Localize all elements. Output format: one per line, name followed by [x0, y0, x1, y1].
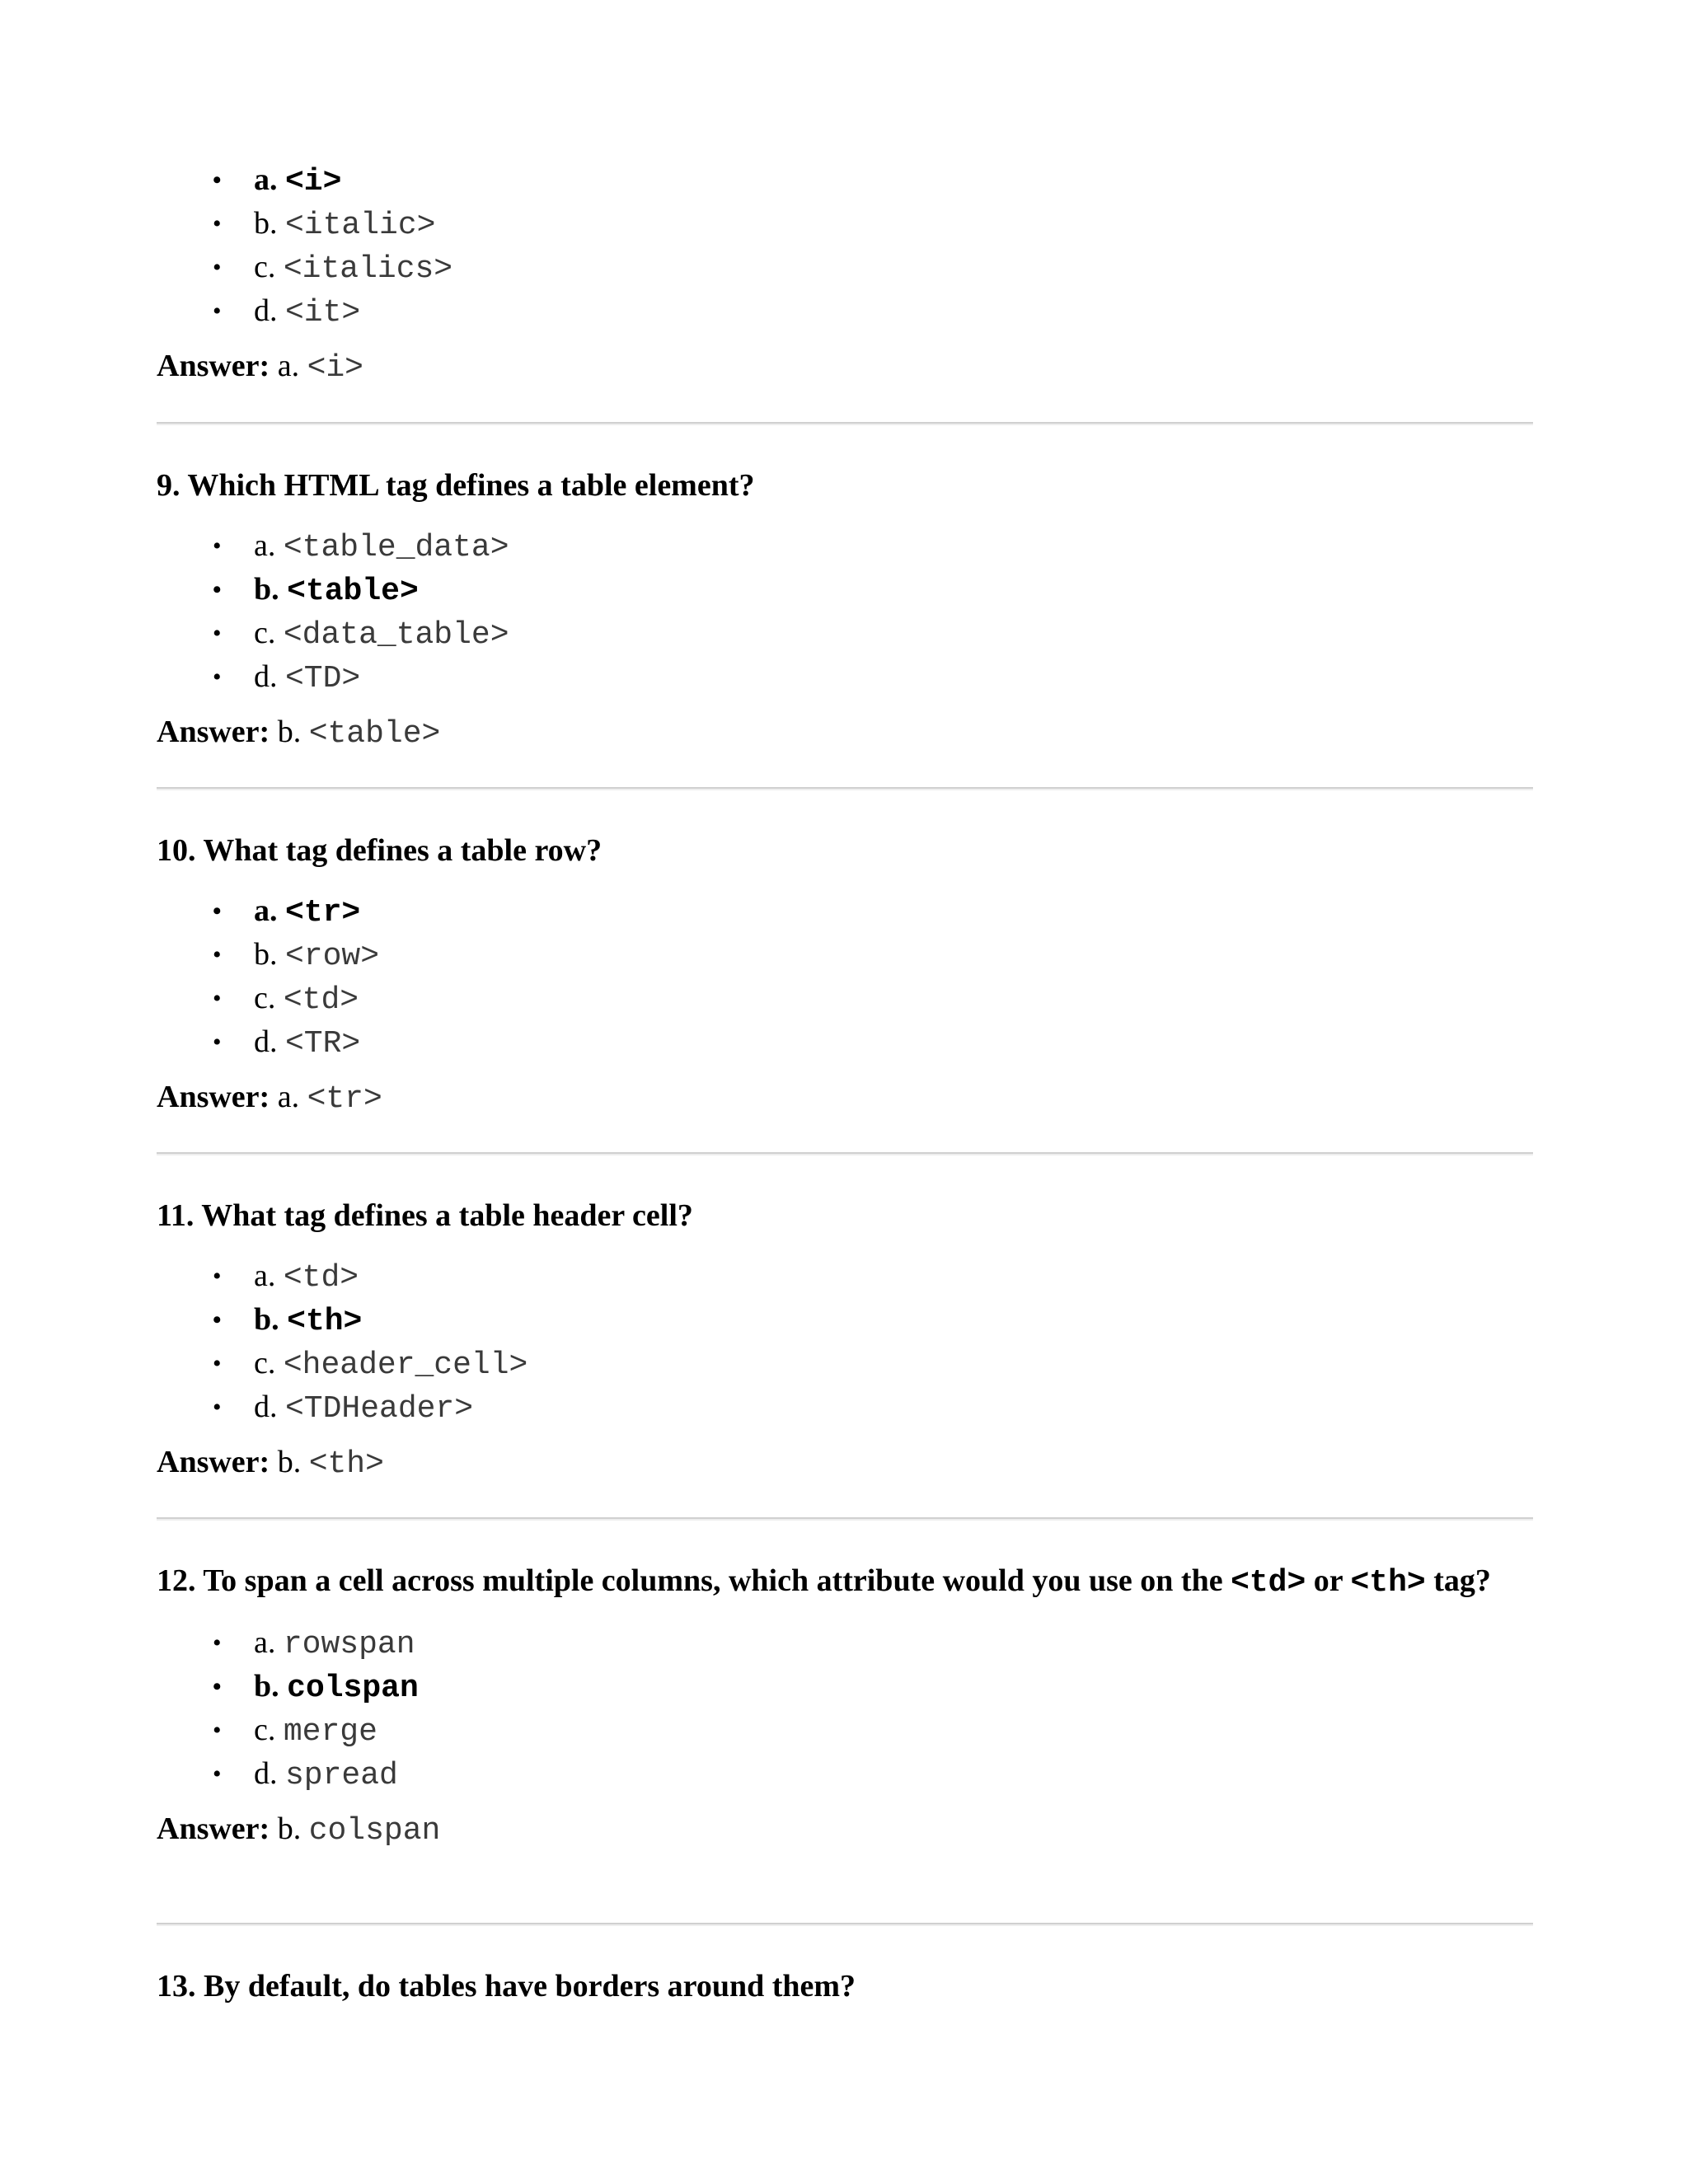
divider [157, 1923, 1533, 1926]
question-10-block [157, 831, 1533, 1119]
question-11-title: 11. What tag defines a table header cell? [157, 1198, 693, 1233]
option-item [157, 977, 1533, 1020]
bullet-icon: • [213, 210, 222, 237]
option-letter: a. [254, 528, 276, 563]
option-letter: c. [254, 1346, 276, 1380]
bullet-icon: • [213, 1760, 222, 1788]
option-item [157, 568, 1533, 612]
divider [157, 1152, 1533, 1155]
question-12-text-end: tag? [1425, 1563, 1491, 1598]
option-code: <th> [287, 1304, 363, 1339]
bullet-icon: • [213, 1717, 222, 1744]
question-10-title: 10. What tag defines a table row? [157, 833, 603, 868]
bullet-icon: • [213, 1029, 222, 1056]
question-8-answer [157, 344, 1533, 388]
question-12-block [157, 1561, 1533, 1851]
bullet-icon: • [213, 298, 222, 325]
bullet-icon: • [213, 1306, 222, 1333]
option-code: <td> [283, 1260, 359, 1296]
option-code: <italic> [285, 208, 436, 243]
option-code: merge [283, 1714, 377, 1750]
question-12-code-td: <td> [1231, 1565, 1306, 1601]
divider [157, 1517, 1533, 1521]
option-letter: c. [254, 981, 276, 1015]
answer-letter: a. [277, 349, 300, 383]
option-code: <TR> [285, 1026, 361, 1062]
option-letter: d. [254, 659, 278, 694]
option-letter: c. [254, 1713, 276, 1747]
option-code: <td> [283, 982, 359, 1018]
option-item [157, 1665, 1533, 1708]
question-13-block [157, 1966, 1533, 2007]
option-code: <TDHeader> [285, 1391, 474, 1427]
question-12-answer [157, 1807, 1533, 1851]
bullet-icon: • [213, 576, 222, 603]
option-item [157, 655, 1533, 699]
option-code: colspan [287, 1671, 419, 1706]
answer-label: Answer: [157, 349, 270, 383]
option-letter: b. [254, 206, 278, 241]
option-item [157, 1254, 1533, 1298]
option-code: <row> [285, 939, 380, 974]
option-code: <table_data> [283, 530, 509, 565]
answer-letter: a. [277, 1080, 300, 1114]
option-code: <TD> [285, 661, 361, 696]
answer-code: <th> [308, 1446, 384, 1482]
question-8-options [157, 158, 1533, 333]
option-letter: b. [254, 937, 278, 972]
answer-code: colspan [308, 1813, 441, 1849]
option-item [157, 1298, 1533, 1342]
bullet-icon: • [213, 985, 222, 1012]
bullet-icon: • [213, 1350, 222, 1377]
option-item [157, 524, 1533, 568]
option-item [157, 158, 1533, 202]
question-8-block [157, 158, 1533, 388]
answer-label: Answer: [157, 1080, 270, 1114]
option-letter: a. [254, 1625, 276, 1660]
bullet-icon: • [213, 663, 222, 691]
option-code: <i> [285, 164, 342, 199]
option-letter: a. [254, 893, 278, 928]
option-code: spread [285, 1758, 398, 1793]
answer-code: <tr> [307, 1081, 382, 1117]
answer-code: <table> [308, 716, 441, 752]
option-code: rowspan [283, 1627, 415, 1662]
question-9-block [157, 466, 1533, 754]
option-letter: b. [254, 1302, 279, 1337]
answer-label: Answer: [157, 1445, 270, 1479]
divider [157, 787, 1533, 790]
option-code: <tr> [285, 895, 361, 930]
question-11-block [157, 1196, 1533, 1484]
bullet-icon: • [213, 254, 222, 281]
question-9-options [157, 524, 1533, 699]
option-code: <header_cell> [283, 1347, 528, 1383]
answer-label: Answer: [157, 1811, 270, 1846]
answer-letter: b. [277, 1811, 302, 1846]
question-12-text-mid: or [1306, 1563, 1351, 1598]
question-11-answer [157, 1441, 1533, 1484]
option-letter: b. [254, 572, 279, 607]
option-item [157, 1708, 1533, 1752]
option-letter: b. [254, 1669, 279, 1704]
question-9-answer [157, 710, 1533, 754]
question-12-text: 12. To span a cell across multiple columns, which attribute would you use on the [157, 1563, 1231, 1598]
option-item [157, 1752, 1533, 1796]
option-item [157, 933, 1533, 977]
bullet-icon: • [213, 1673, 222, 1700]
option-item [157, 889, 1533, 933]
question-9-title: 9. Which HTML tag defines a table element? [157, 468, 755, 503]
option-letter: d. [254, 1756, 278, 1791]
question-12-options [157, 1621, 1533, 1796]
option-letter: d. [254, 293, 278, 328]
option-code: <data_table> [283, 617, 509, 653]
bullet-icon: • [213, 1629, 222, 1657]
answer-letter: b. [277, 1445, 302, 1479]
bullet-icon: • [213, 620, 222, 647]
question-12-title [157, 1561, 1533, 1603]
question-10-options [157, 889, 1533, 1064]
option-item [157, 1342, 1533, 1385]
option-item [157, 612, 1533, 655]
bullet-icon: • [213, 532, 222, 560]
option-item [157, 1020, 1533, 1064]
option-item [157, 246, 1533, 289]
answer-label: Answer: [157, 715, 270, 749]
bullet-icon: • [213, 166, 222, 194]
answer-letter: b. [277, 715, 302, 749]
option-code: <it> [285, 295, 361, 330]
option-code: <italics> [283, 251, 453, 287]
question-10-answer [157, 1076, 1533, 1119]
option-letter: d. [254, 1390, 278, 1424]
option-letter: d. [254, 1024, 278, 1059]
question-12-code-th: <th> [1350, 1565, 1426, 1601]
bullet-icon: • [213, 898, 222, 925]
bullet-icon: • [213, 1263, 222, 1290]
option-item [157, 289, 1533, 333]
divider [157, 422, 1533, 425]
option-code: <table> [287, 574, 419, 609]
option-item [157, 1385, 1533, 1429]
option-item [157, 1621, 1533, 1665]
answer-code: <i> [307, 350, 363, 386]
bullet-icon: • [213, 1394, 222, 1421]
option-letter: c. [254, 250, 276, 284]
option-item [157, 202, 1533, 246]
question-11-options [157, 1254, 1533, 1429]
bullet-icon: • [213, 941, 222, 968]
option-letter: c. [254, 616, 276, 650]
option-letter: a. [254, 1258, 276, 1293]
option-letter: a. [254, 162, 278, 197]
question-13-title: 13. By default, do tables have borders around them? [157, 1969, 856, 2004]
